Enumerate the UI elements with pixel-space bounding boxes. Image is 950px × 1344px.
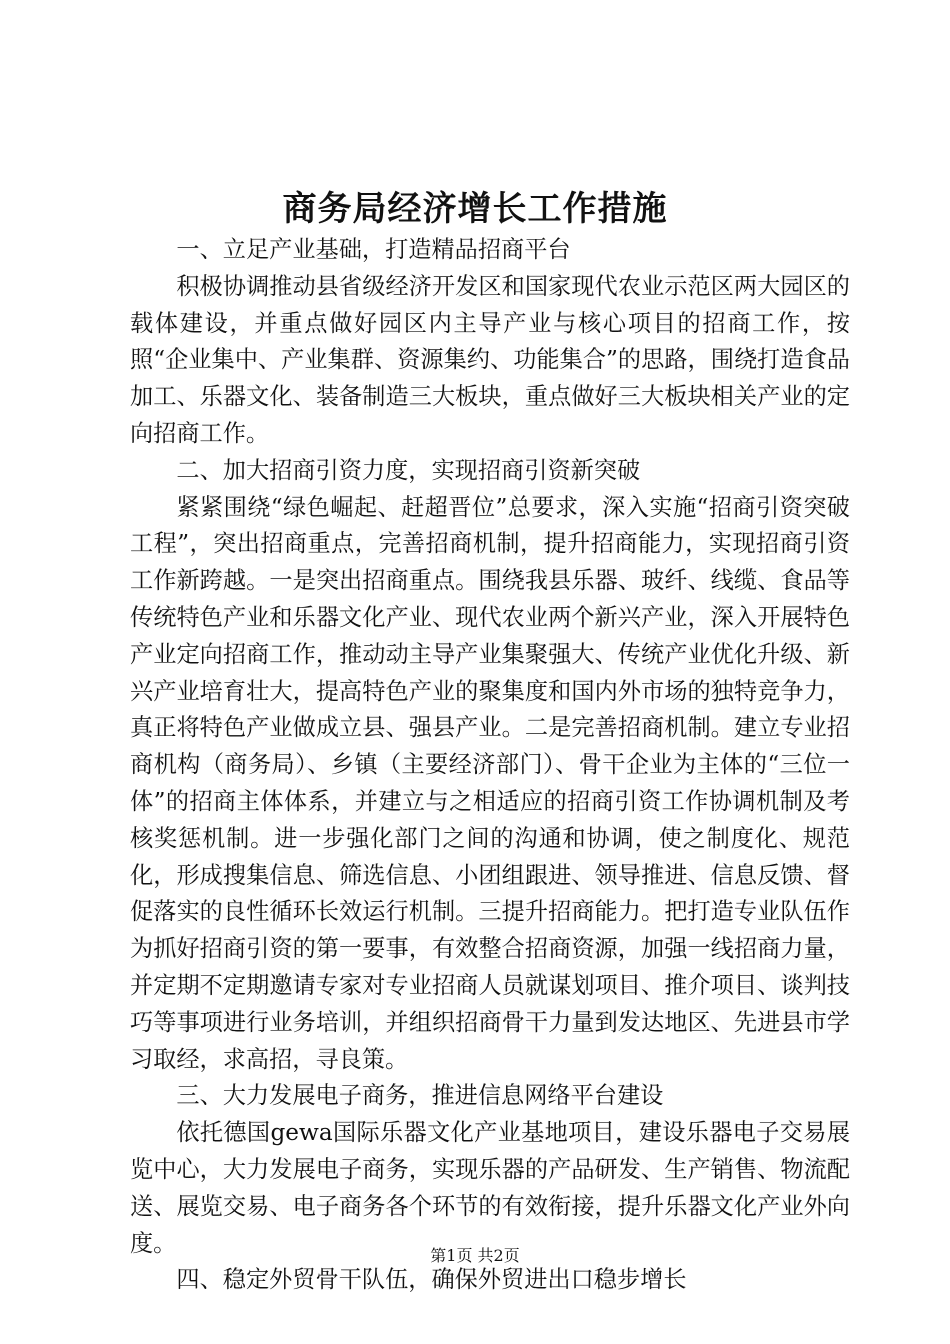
section-heading-4: 四、稳定外贸骨干队伍，确保外贸进出口稳步增长 bbox=[176, 1266, 687, 1294]
section-paragraph-3: 依托德国gewa国际乐器文化产业基地项目，建设乐器电子交易展览中心，大力发展电子商务，实现乐器的产品研发、生产销售、物流配送、展览交易、电子商务各个环节的有效衔接，提升乐器文化产业外向度。 bbox=[130, 1119, 850, 1257]
section-heading-3: 三、大力发展电子商务，推进信息网络平台建设 bbox=[176, 1082, 664, 1110]
section-heading-1: 一、立足产业基础，打造精品招商平台 bbox=[176, 236, 571, 263]
section-paragraph-2: 紧紧围绕“绿色崛起、赶超晋位”总要求，深入实施“招商引资突破工程”，突出招商重点，完善招商机制，提升招商能力，实现招商引资工作新跨越。一是突出招商重点。围绕我县乐器、玻纤、线缆、食品等传统特色产业和乐器文化产业、现代农业两个新兴产业，深入开展特色产业定向招商工作，推动动主导产业集聚强大、传统产业优化升级、新兴产业培育壮大，提高特色产业的聚集度和国内外市场的独特竞争力，真正将特色产业做成立县、强县产业。二是完善招商机制。建立专业招商机构（商务局）、乡镇（主要经济部门）、骨干企业为主体的“三位一体”的招商主体体系，并建立与之相适应的招商引资工作协调机制及考核奖惩机制。进一步强化部门之间的沟通和协调，使之制度化、规范化，形成搜集信息、筛选信息、小团组跟进、领导推进、信息反馈、督促落实的良性循环长效运行机制。三提升招商能力。把打造专业队伍作为抓好招商引资的第一要事，有效整合招商资源，加强一线招商力量，并定期不定期邀请专家对专业招商人员就谋划项目、推介项目、谈判技巧等事项进行业务培训，并组织招商骨干力量到发达地区、先进县市学习取经，求高招，寻良策。 bbox=[130, 493, 850, 1073]
document-title: 商务局经济增长工作措施 bbox=[282, 189, 668, 229]
section-heading-2: 二、加大招商引资力度，实现招商引资新突破 bbox=[176, 456, 641, 484]
document-body bbox=[130, 232, 850, 1299]
page-footer: 第1页 共2页 bbox=[430, 1246, 520, 1265]
section-paragraph-1: 积极协调推动县省级经济开发区和国家现代农业示范区两大园区的载体建设，并重点做好园区内主导产业与核心项目的招商工作，按照“企业集中、产业集群、资源集约、功能集合”的思路，围绕打造食品加工、乐器文化、装备制造三大板块，重点做好三大板块相关产业的定向招商工作。 bbox=[130, 272, 850, 447]
